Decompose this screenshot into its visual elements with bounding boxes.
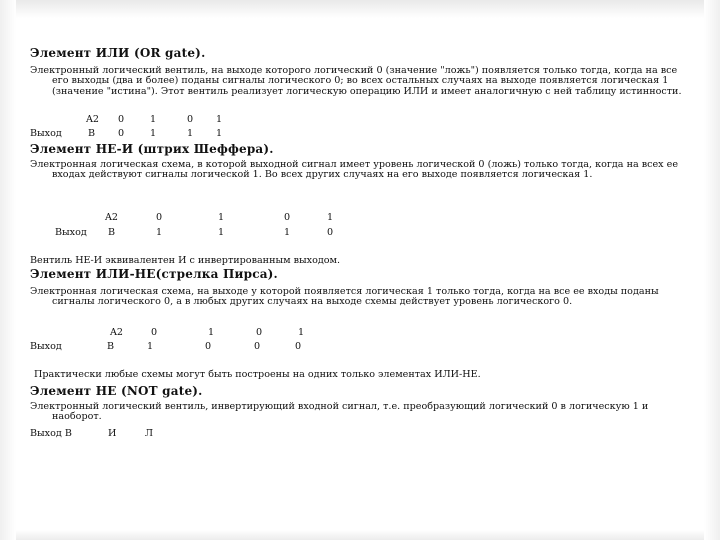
or-table-cell: 1 xyxy=(216,114,223,125)
nor-table-cell: 1 xyxy=(298,327,305,338)
nand-table-cell: 0 xyxy=(327,227,334,238)
nor-gate-description: Электронная логическая схема, на выходе у которой появляется логическая 1 только тогда, когда на все ее входы поданы сигналы логического 0, а в любых других случаях на выходе схемы действует уровень логического 0. xyxy=(30,286,659,308)
nand-table-cell: 1 xyxy=(284,227,291,238)
nand-table-input-label: A2 xyxy=(105,212,119,223)
nor-table-cell: 0 xyxy=(254,341,261,352)
nor-table-cell: 0 xyxy=(295,341,302,352)
or-table-cell: 0 xyxy=(187,114,194,125)
nand-table-cell: 0 xyxy=(156,212,163,223)
nand-gate-heading: Элемент НЕ-И (штрих Шеффера). xyxy=(30,142,274,156)
or-gate-description: Электронный логический вентиль, на выходе которого логический 0 (значение "ложь") появляется только тогда, когда на все его выходы (два и более) поданы сигналы логического 0; во всех остальных случаях на выходе появляется логическая 1 (значение "истина"). Этот вентиль реализует логическую операцию ИЛИ и имеет аналогичную с ней таблицу истинности. xyxy=(30,65,682,97)
nor-gate-note: Практически любые схемы могут быть построены на одних только элементах ИЛИ-НЕ. xyxy=(34,369,481,380)
nand-table-output-var: B xyxy=(108,227,116,238)
nand-table-output-label: Выход xyxy=(55,227,87,238)
or-table-cell: 1 xyxy=(216,128,223,139)
nor-gate-heading: Элемент ИЛИ-НЕ(стрелка Пирса). xyxy=(30,267,278,281)
slide-top-edge xyxy=(0,0,720,18)
not-table-cell: Л xyxy=(145,428,154,439)
nand-gate-note: Вентиль НЕ-И эквивалентен И с инвертированным выходом. xyxy=(30,255,341,266)
nor-table-cell: 1 xyxy=(147,341,154,352)
nand-table-cell: 1 xyxy=(218,212,225,223)
or-table-cell: 1 xyxy=(150,128,157,139)
or-table-cell: 0 xyxy=(118,128,125,139)
nor-table-output-label: Выход xyxy=(30,341,62,352)
nand-table-cell: 0 xyxy=(284,212,291,223)
nor-table-output-var: B xyxy=(107,341,115,352)
nand-table-cell: 1 xyxy=(327,212,334,223)
nand-table-cell: 1 xyxy=(218,227,225,238)
slide-left-edge xyxy=(0,0,16,540)
nor-table-cell: 0 xyxy=(256,327,263,338)
nor-table-cell: 0 xyxy=(205,341,212,352)
nor-table-cell: 1 xyxy=(208,327,215,338)
nor-table-input-label: A2 xyxy=(110,327,124,338)
or-table-input-label: A2 xyxy=(86,114,100,125)
not-table-output-label: Выход B xyxy=(30,428,72,439)
not-gate-description: Электронный логический вентиль, инвертирующий входной сигнал, т.е. преобразующий логический 0 в логическую 1 и наоборот. xyxy=(30,401,649,423)
or-table-cell: 0 xyxy=(118,114,125,125)
or-table-output-label: Выход xyxy=(30,128,62,139)
or-table-output-var: B xyxy=(88,128,96,139)
or-table-cell: 1 xyxy=(187,128,194,139)
slide-bottom-edge xyxy=(0,530,720,540)
or-gate-heading: Элемент ИЛИ (OR gate). xyxy=(30,46,206,60)
or-table-cell: 1 xyxy=(150,114,157,125)
nand-gate-description: Электронная логическая схема, в которой выходной сигнал имеет уровень логической 0 (ложь) только тогда, когда на всех ее входах действуют сигналы логической 1. Во всех других случаях на его выходе появляется логическая 1. xyxy=(30,159,678,181)
nor-table-cell: 0 xyxy=(151,327,158,338)
not-table-cell: И xyxy=(108,428,117,439)
slide-right-edge xyxy=(704,0,720,540)
not-gate-heading: Элемент НЕ (NOT gate). xyxy=(30,384,203,398)
nand-table-cell: 1 xyxy=(156,227,163,238)
